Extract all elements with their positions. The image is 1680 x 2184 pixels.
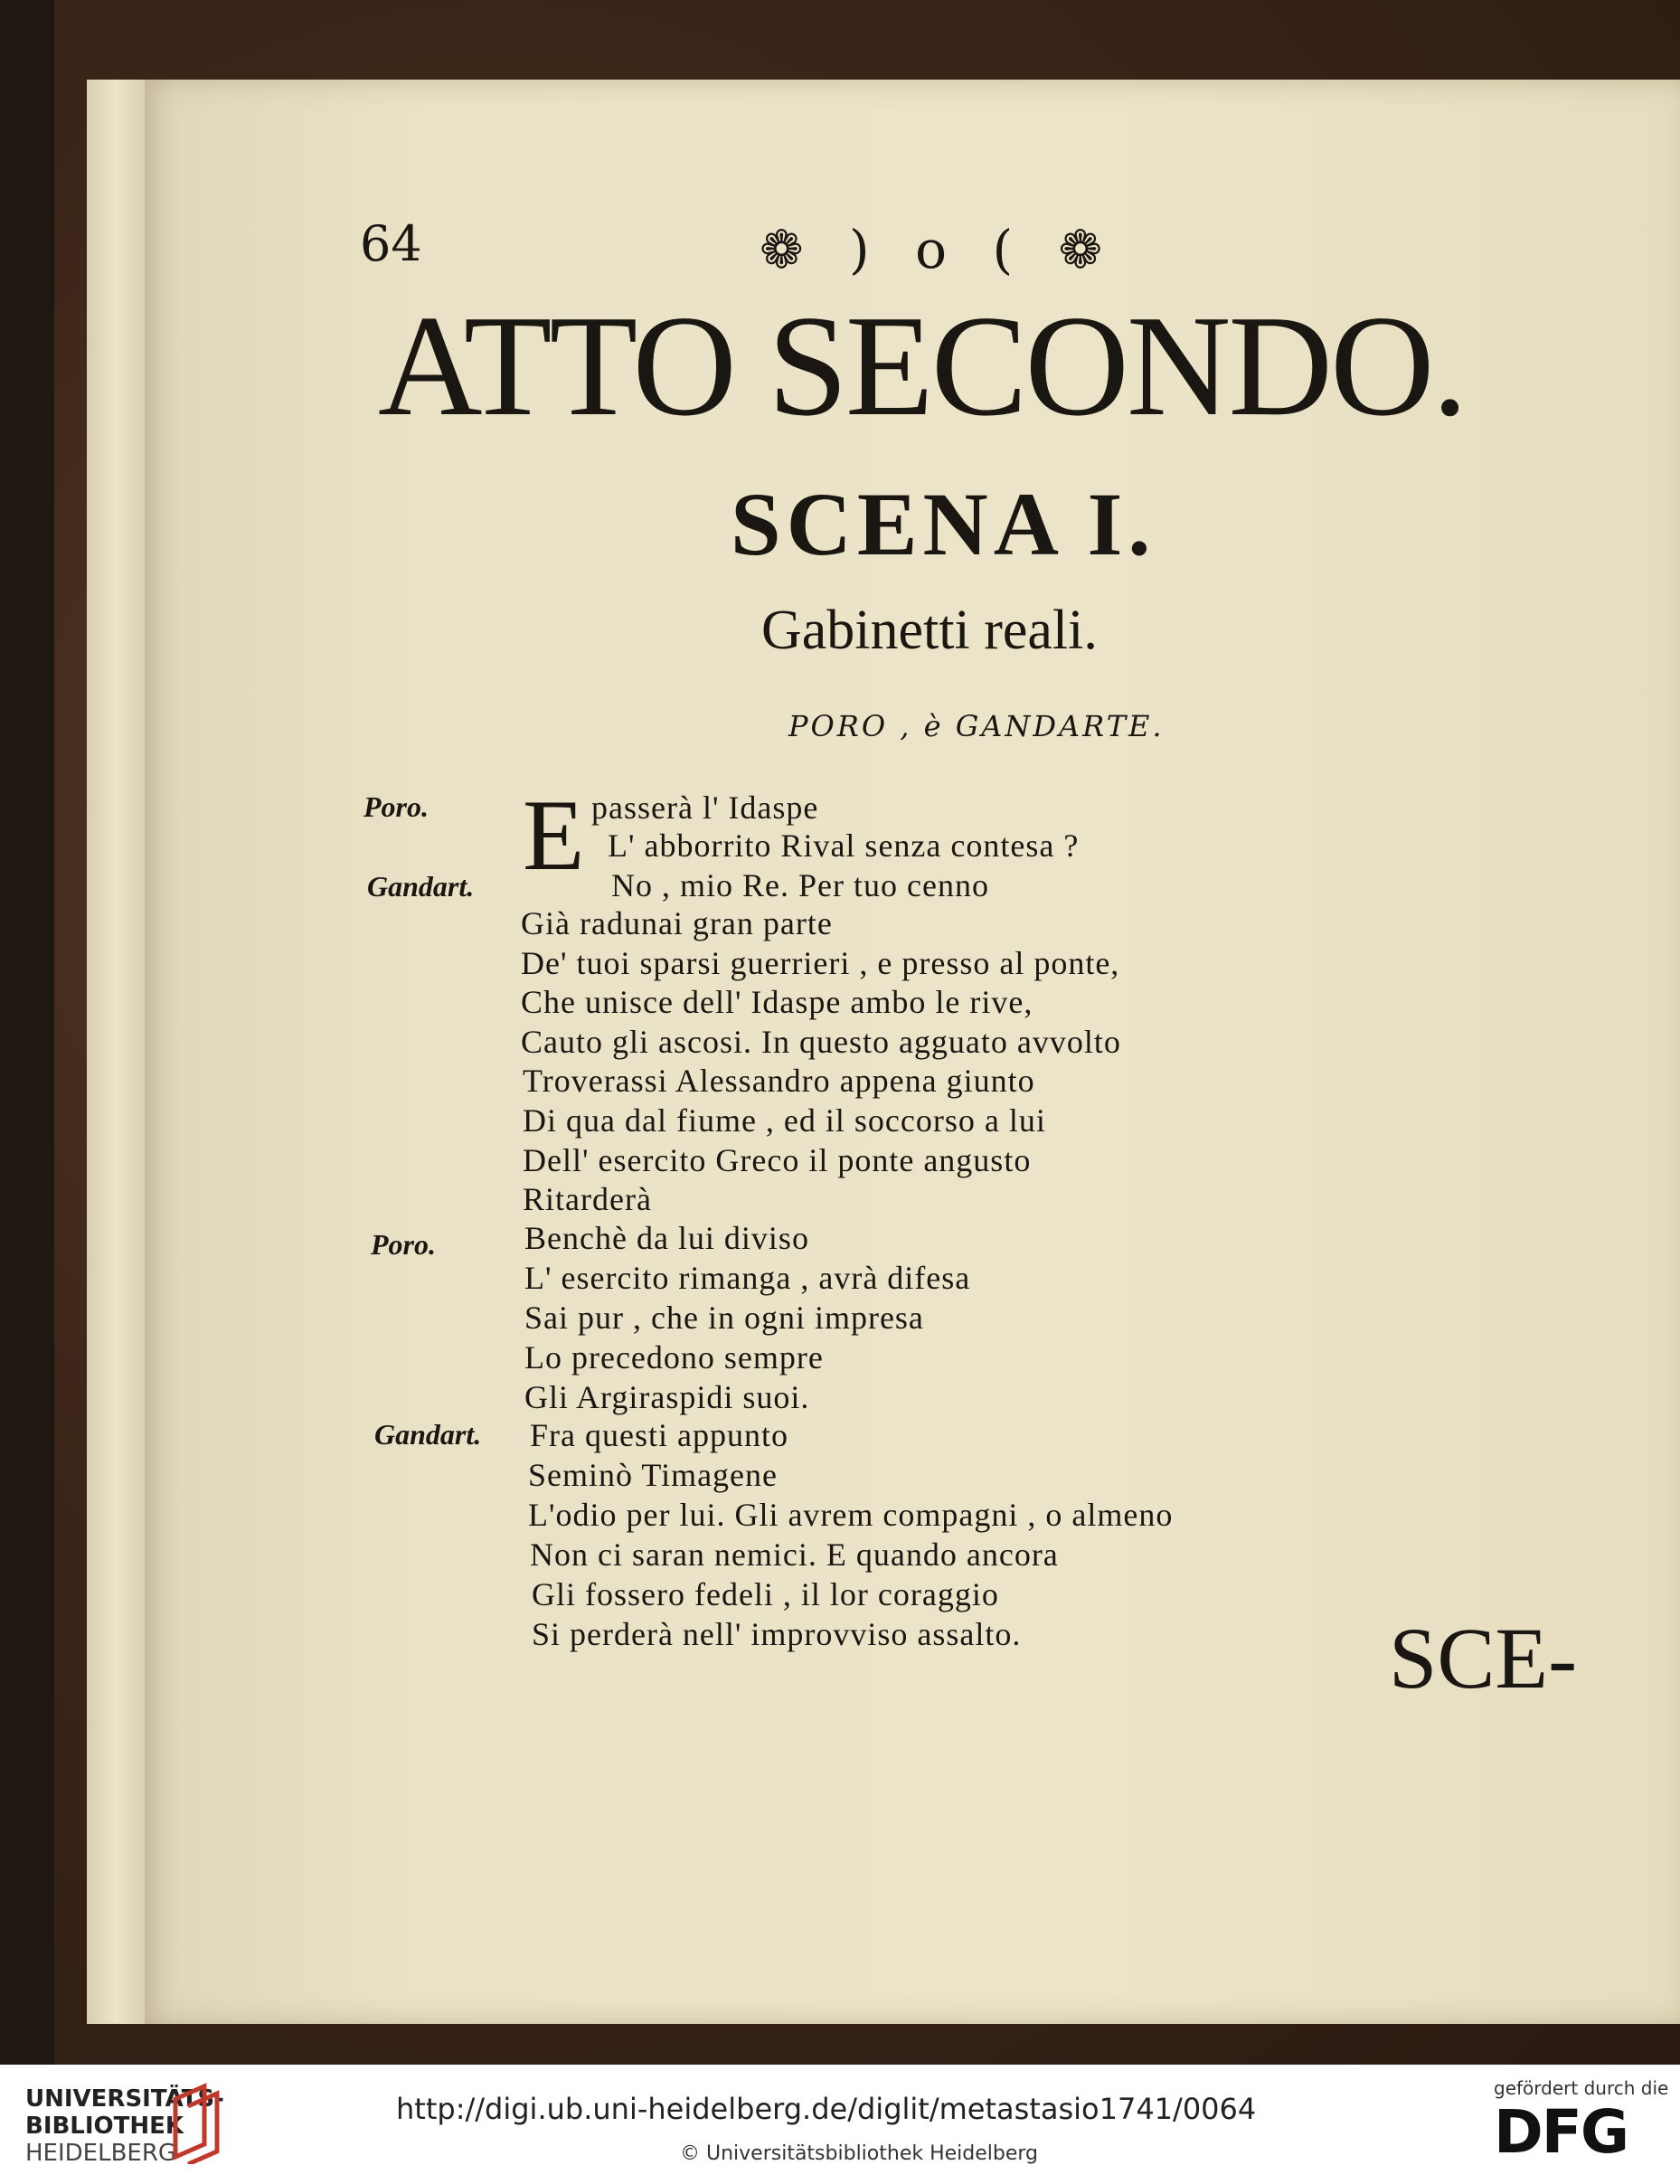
act-title: ATTO SECONDO. [378,285,1466,446]
speaker-label: Poro. [363,790,429,823]
drop-cap: E [523,780,585,892]
verse-line: Troverassi Alessandro appena giunto [523,1063,1035,1099]
speaker-label: Gandart. [367,870,475,903]
verse-line: De' tuoi sparsi guerrieri , e presso al ponte, [521,945,1120,981]
page-number: 64 [360,215,422,272]
verse-line: Non ci saran nemici. E quando ancora [530,1536,1059,1573]
verse-line: Dell' esercito Greco il ponte angusto [523,1142,1032,1178]
verse-line: Già radunai gran parte [521,905,833,941]
copyright-notice: © Universitätsbibliothek Heidelberg [680,2142,1039,2165]
verse-line: No , mio Re. Per tuo cenno [611,867,989,903]
library-logo-icon [168,2081,231,2164]
characters-line: PORO , è GANDARTE. [788,709,1165,743]
verse-line: passerà l' Idaspe [591,789,819,826]
speaker-label: Poro. [371,1228,436,1261]
verse-line: Benchè da lui diviso [524,1220,809,1256]
verse-line: Gli Argiraspidi suoi. [524,1379,810,1415]
scene-title: SCENA I. [731,474,1156,574]
verse-line: Ritarderà [523,1181,652,1217]
logo-line: BIBLIOTHEK [25,2112,184,2140]
speaker-label: Gandart. [374,1418,482,1451]
verse-line: L'odio per lui. Gli avrem compagni , o almeno [528,1497,1174,1533]
verse-line: Gli fossero fedeli , il lor coraggio [532,1576,999,1612]
verse-line: Si perderà nell' improvviso assalto. [532,1616,1022,1652]
catchword: SCE- [1389,1610,1578,1707]
verse-line: Cauto gli ascosi. In questo agguato avvolto [521,1024,1121,1060]
header-ornament: ❁ ) o ( ❁ [760,219,1118,280]
verse-line: Lo precedono sempre [524,1339,824,1376]
permalink-url[interactable]: http://digi.ub.uni-heidelberg.de/diglit/metastasio1741/0064 [396,2092,1257,2126]
verse-line: L' esercito rimanga , avrà difesa [524,1260,971,1296]
verse-line: L' abborrito Rival senza contesa ? [608,827,1080,864]
verse-line: Di qua dal fiume , ed il soccorso a lui [523,1102,1046,1139]
dfg-logo: DFG [1494,2097,1628,2167]
viewer-footer [0,2065,1680,2184]
logo-line: HEIDELBERG [25,2139,177,2167]
book-spine [0,0,54,2065]
logo-line: UNIVERSITÄTS- [25,2085,224,2113]
funding-note: gefördert durch die [1494,2077,1669,2099]
scene-setting: Gabinetti reali. [761,600,1098,661]
verse-line: Seminò Timagene [528,1457,779,1493]
verse-line: Sai pur , che in ogni impresa [524,1300,924,1336]
verse-line: Fra questi appunto [530,1417,788,1453]
verse-line: Che unisce dell' Idaspe ambo le rive, [521,984,1033,1020]
